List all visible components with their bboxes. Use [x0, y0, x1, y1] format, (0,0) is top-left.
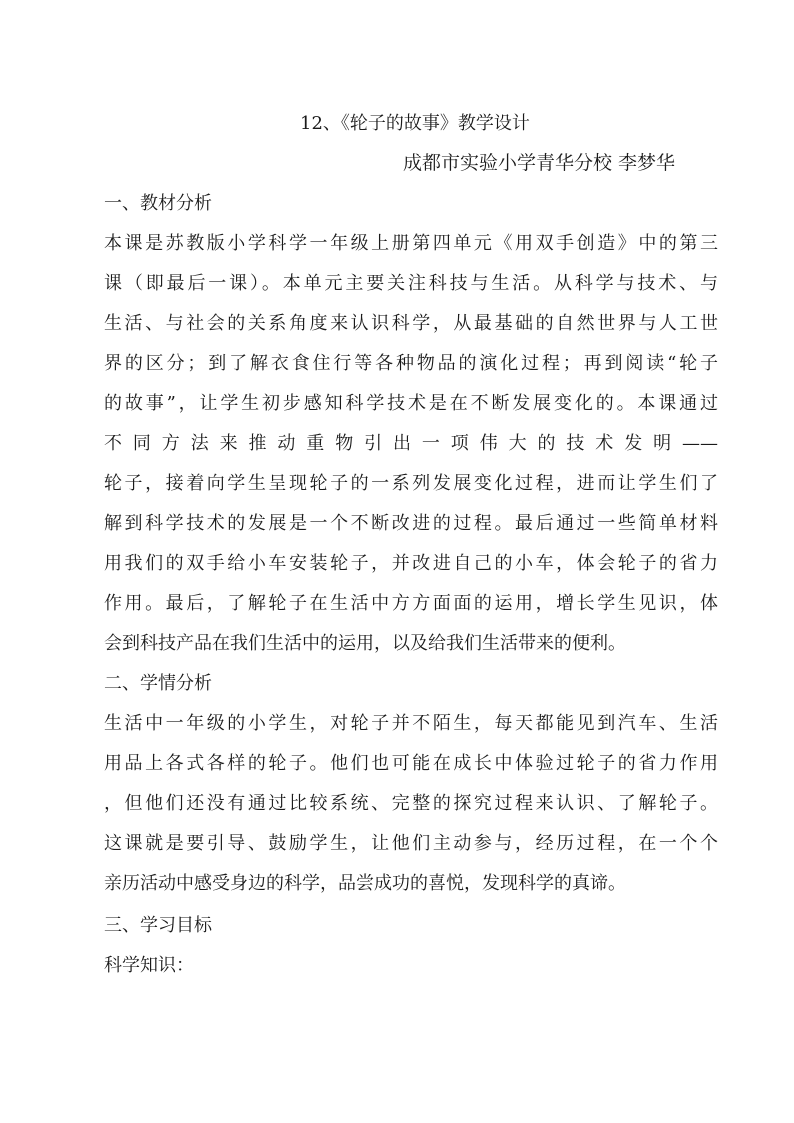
section-heading-learner-analysis: 二、学情分析 [104, 673, 212, 694]
paragraph-line: 用我们的双手给小车安装轮子，并改进自己的小车，体会轮子的省力 [104, 553, 718, 574]
paragraph-line: 用品上各式各样的轮子。他们也可能在成长中体验过轮子的省力作用 [104, 753, 718, 774]
paragraph-line: 界的区分；到了解衣食住行等各种物品的演化过程；再到阅读“轮子 [104, 353, 718, 374]
paragraph-line: 生活中一年级的小学生，对轮子并不陌生，每天都能见到汽车、生活 [104, 713, 718, 734]
paragraph-line: 会到科技产品在我们生活中的运用，以及给我们生活带来的便利。 [104, 633, 626, 654]
paragraph-line: ，但他们还没有通过比较系统、完整的探究过程来认识、了解轮子。 [104, 793, 718, 814]
document-author: 成都市实验小学青华分校 李梦华 [403, 152, 676, 174]
paragraph-line: 生活、与社会的关系角度来认识科学，从最基础的自然世界与人工世 [104, 313, 718, 334]
section-heading-textbook-analysis: 一、教材分析 [104, 193, 212, 214]
paragraph-line: 亲历活动中感受身边的科学，品尝成功的喜悦，发现科学的真谛。 [104, 873, 626, 894]
paragraph-line: 的故事”，让学生初步感知科学技术是在不断发展变化的。本课通过 [104, 393, 718, 414]
document-title: 12、《轮子的故事》教学设计 [300, 113, 530, 134]
section-heading-learning-objectives: 三、学习目标 [104, 915, 212, 936]
paragraph-line: 科学知识： [104, 955, 194, 976]
paragraph-line: 作用。最后，了解轮子在生活中方方面面的运用，增长学生见识，体 [104, 593, 718, 614]
paragraph-line: 这课就是要引导、鼓励学生，让他们主动参与，经历过程，在一个个 [104, 833, 718, 854]
paragraph-line: 本课是苏教版小学科学一年级上册第四单元《用双手创造》中的第三 [104, 233, 718, 254]
paragraph-line: 解到科学技术的发展是一个不断改进的过程。最后通过一些简单材料 [104, 513, 718, 534]
paragraph-line: 课（即最后一课）。本单元主要关注科技与生活。从科学与技术、与 [104, 273, 718, 294]
paragraph-line: 不同方法来推动重物引出一项伟大的技术发明—— [104, 433, 718, 454]
paragraph-line: 轮子，接着向学生呈现轮子的一系列发展变化过程，进而让学生们了 [104, 473, 718, 494]
